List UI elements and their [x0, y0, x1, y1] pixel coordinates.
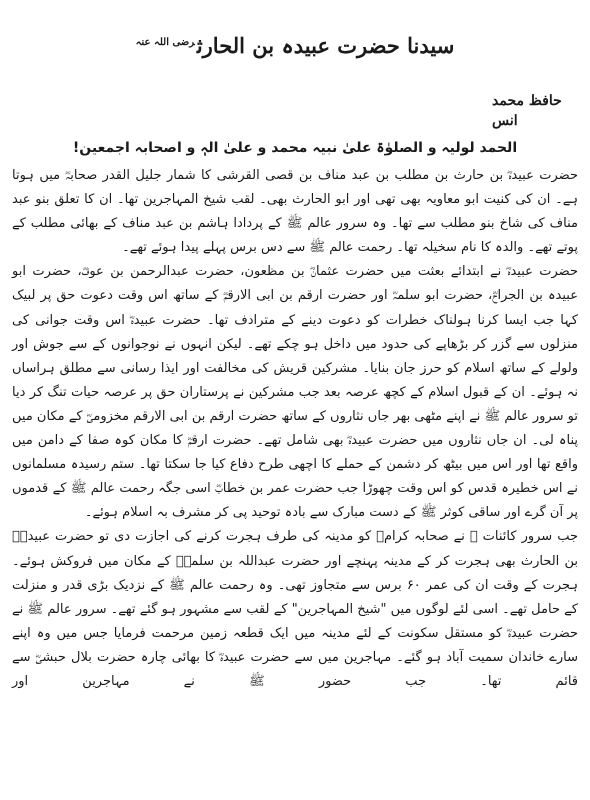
author-name — [0, 91, 590, 131]
page-title — [0, 28, 590, 61]
paragraph-1: حضرت عبیدہؓ بن حارث بن مطلب بن عبد مناف بن قصی القرشی کا شمار جلیل القدر صحابہؓ میں ہوتا ہے۔ ان کی کنیت ابو معاویہ بھی تھی اور ابو الحارث بھی۔ لقب شیخ المہاجرین تھا۔ ان کا تعلق بنو عبد مناف کی شاخ بنو مطلب سے تھا۔ وہ سرور عالم ﷺ کے پردادا ہاشم بن عبد مناف کے بھائی مطلب کے پوتے تھے۔ والدہ کا نام سخیلہ تھا۔ رحمت عالم ﷺ سے دس برس پہلے پیدا ہوئے تھے۔ — [12, 168, 578, 256]
article-body — [12, 164, 578, 694]
title-honorific: رضی اللہ عنہ — [135, 37, 195, 48]
opening-invocation: الحمد لولیہ و الصلوٰۃ علیٰ نبیہ محمد و علیٰ الہٖ و اصحابہ اجمعین! — [72, 140, 518, 156]
title-text: سیدنا حضرت عبیدہ بن الحارث — [196, 33, 455, 58]
paragraph-2: حضرت عبیدہؓ نے ابتدائے بعثت میں حضرت عثمانؓ بن مظعون، حضرت عبدالرحمن بن عوفؓ، حضرت ابو عبیدہ بن الجراحؓ، حضرت ابو سلمہؓ اور حضرت ارقم بن ابی الارقمؓ کے ساتھ اس وقت دعوت حق پر لبیک کہا جب ایسا کرنا ہولناک خطرات کو دعوت دینے کے مترادف تھا۔ حضرت عبیدہؓ اس وقت جوانی کی منزلوں سے گزر کر بڑھاپے کی حدود میں داخل ہو چکے تھے۔ لیکن انہوں نے نوجوانوں کے سے جوش اور ولولے کے ساتھ اسلام کو حرز جان بنایا۔ مشرکین قریش کی مخالفت اور ایذا رسانی سے مطلق ہراساں نہ ہوئے۔ ان کے قبول اسلام کے کچھ عرصہ بعد جب مشرکین نے پرستاران حق پر عرصہ حیات تنگ کر دیا تو سرور عالم ﷺ نے اپنے مٹھی بھر جاں نثاروں کے ساتھ حضرت ارقم بن ابی الارقم مخزومیؓ کے مکان میں پناہ لی۔ ان جاں نثاروں میں حضرت عبیدہؓ بھی شامل تھے۔ حضرت ارقمؓ کا مکان کوہ صفا کے دامن میں واقع تھا اور اس میں بیٹھ کر دشمن کے حملے کا اچھی طرح دفاع کیا جا سکتا تھا۔ ستم رسیدہ مسلمانوں نے اس خطیرہ قدس کو اس وقت چھوڑا جب حضرت عمر بن خطابؓ اسی جگہ رحمت عالم ﷺ کے قدموں پر آن گرے اور ساقی کوثر ﷺ کے دست مبارک سے بادہ توحید پی کر مشرف بہ اسلام ہوئے۔ — [12, 264, 578, 521]
author-text: حافظ محمد انس — [492, 93, 562, 129]
paragraph-3: جب سرور کائنات ﷺ نے صحابہ کرامؓ کو مدینہ کی طرف ہجرت کرنے کی اجازت دی تو حضرت عبیدہؓ بن الحارث بھی ہجرت کر کے مدینہ پہنچے اور حضرت عبداللہ بن سلمہؓ کے مکان میں فروکش ہوئے۔ ہجرت کے وقت ان کی عمر ۶۰ برس سے متجاوز تھی۔ وہ رحمت عالم ﷺ کے نزدیک بڑی قدر و منزلت کے حامل تھے۔ اسی لئے لوگوں میں "شیخ المہاجرین" کے لقب سے مشہور ہو گئے تھے۔ سرور عالم ﷺ نے حضرت عبیدہؓ کو مستقل سکونت کے لئے مدینہ میں ایک قطعہ زمین مرحمت فرمایا جس میں وہ اپنے سارے خاندان سمیت آباد ہو گئے۔ مہاجرین میں سے حضرت عبیدہؓ کا بھائی چارہ حضرت بلال حبشیؓ سے قائم تھا۔ جب حضور ﷺ نے مہاجرین اور — [12, 529, 579, 689]
